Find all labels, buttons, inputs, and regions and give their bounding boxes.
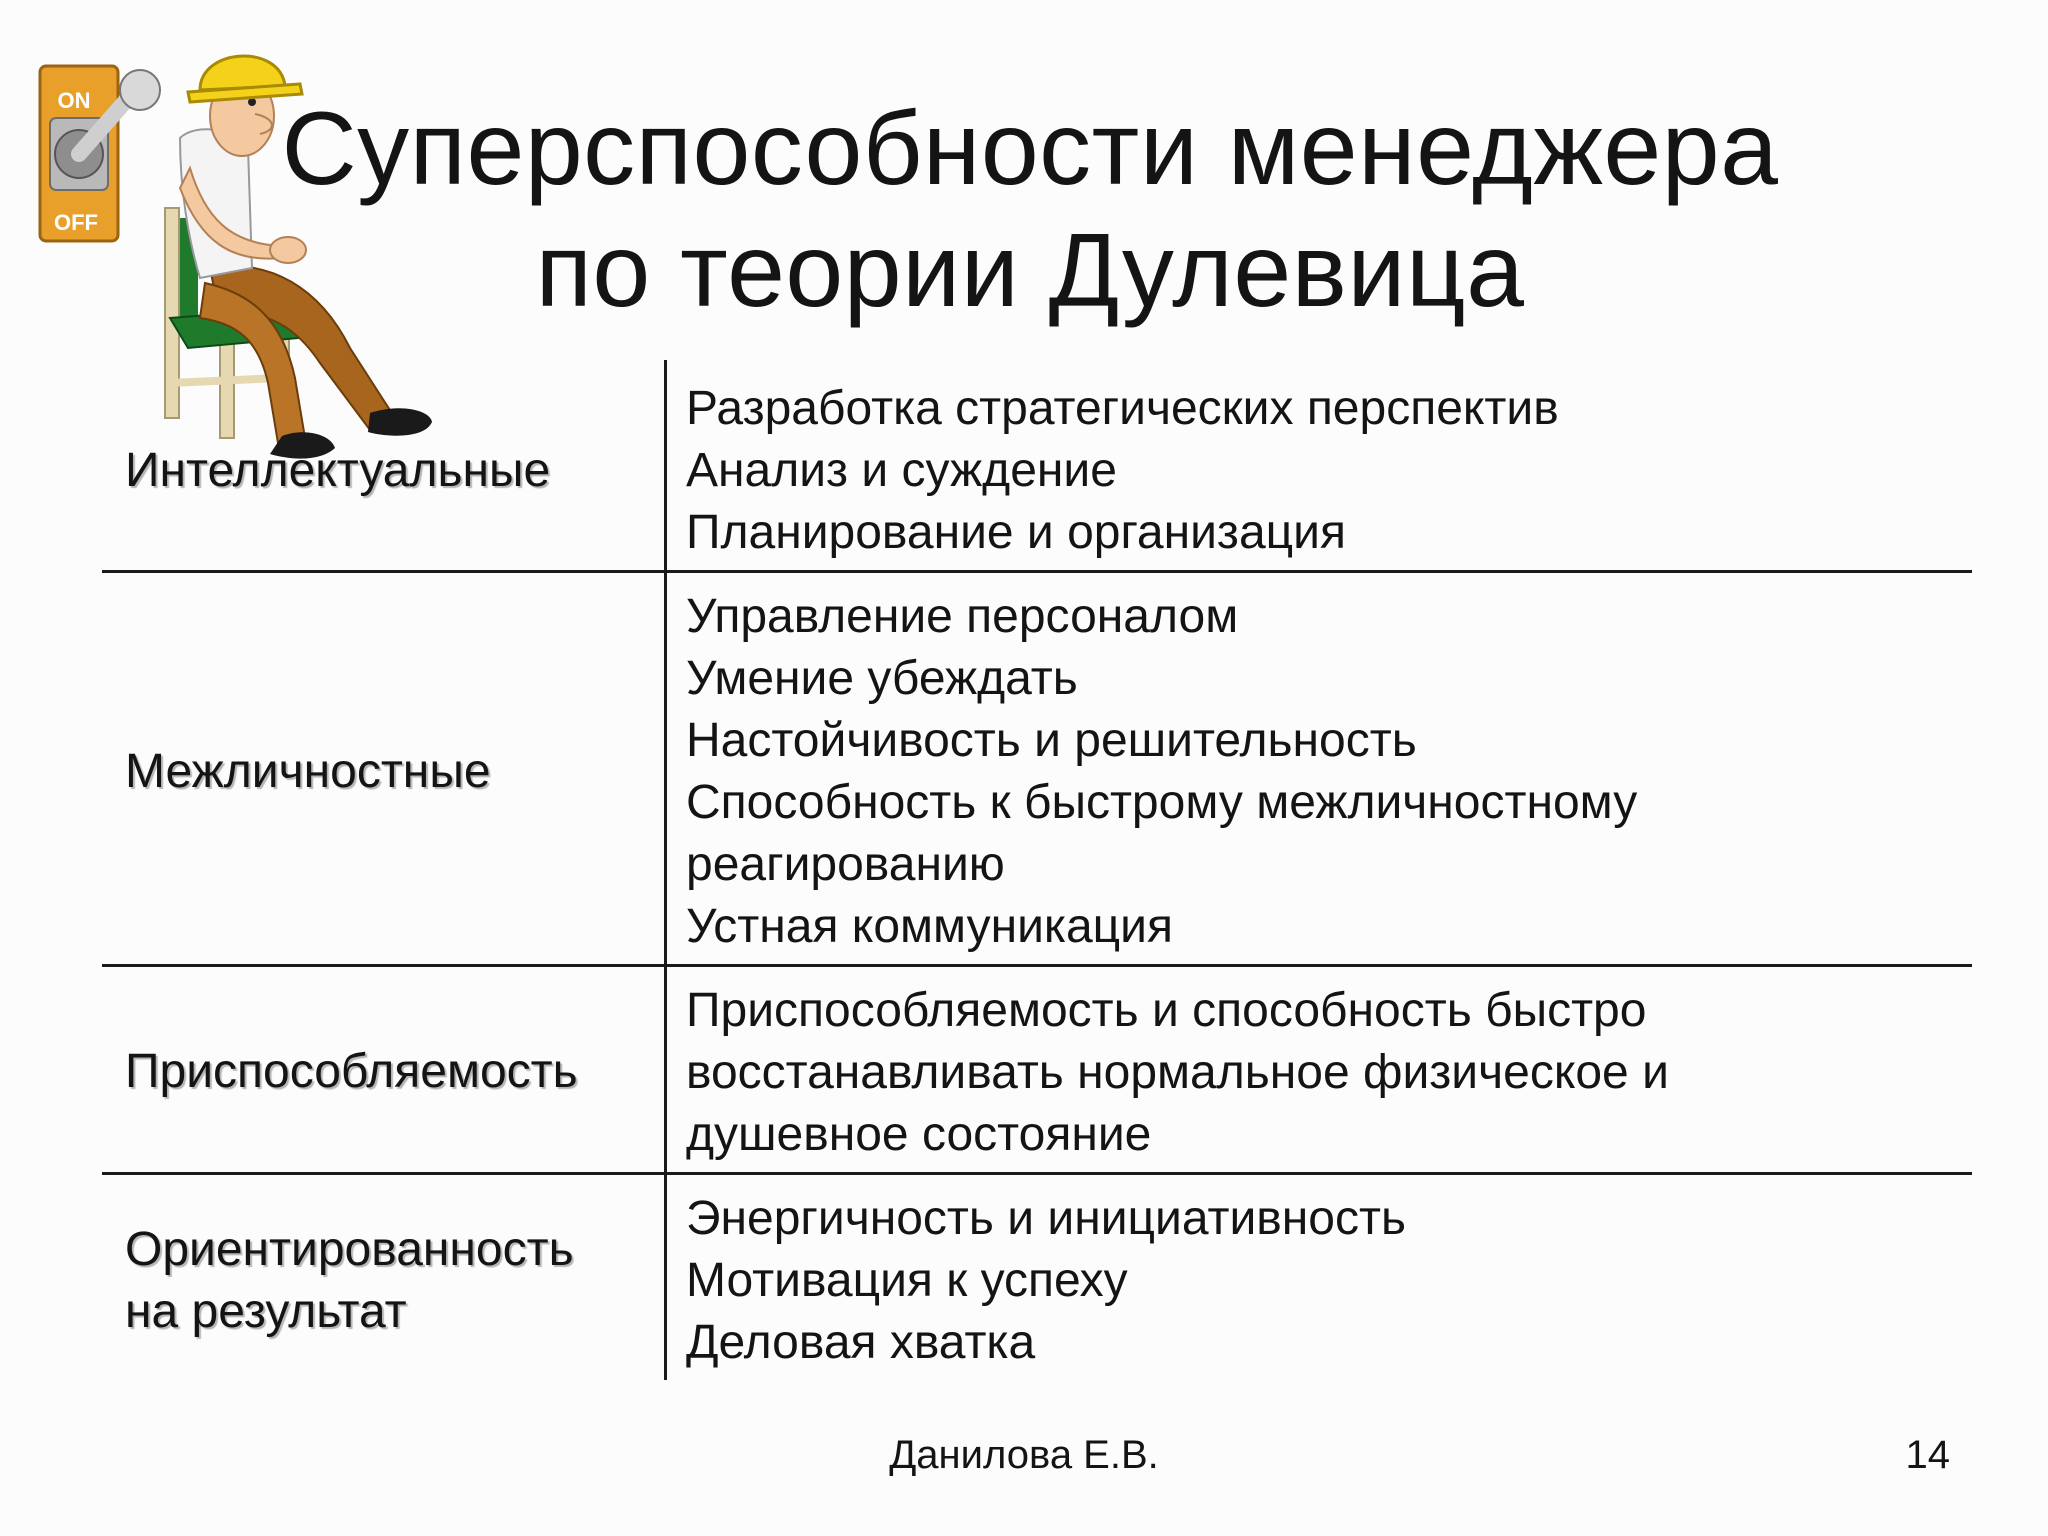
list-item: Настойчивость и решительность: [686, 714, 1417, 767]
row-items-intellectual: [686, 378, 1956, 564]
list-item: Мотивация к успеху: [686, 1254, 1128, 1307]
footer-author: Данилова Е.В.: [889, 1433, 1159, 1477]
table-row-divider: [102, 570, 1972, 573]
list-item: Планирование и организация: [686, 506, 1346, 559]
row-items-interpersonal: [686, 586, 1956, 958]
row-label-line: Приспособляемость: [125, 1045, 578, 1098]
switch-off-label: OFF: [54, 210, 98, 235]
row-label-results: [125, 1219, 574, 1343]
list-item: Управление персоналом: [686, 590, 1239, 643]
title-line-2: по теории Дулевица: [535, 213, 1525, 329]
list-item: Умение убеждать: [686, 652, 1078, 705]
table-row-divider: [102, 1172, 1972, 1175]
row-label-adaptability: [125, 1041, 578, 1103]
row-label-line: Интеллектуальные: [125, 444, 551, 497]
title-line-1: Суперспособности менеджера: [281, 91, 1779, 207]
row-label-line: на результат: [125, 1285, 407, 1338]
toggle-switch-icon: [40, 66, 160, 241]
switch-on-label: ON: [57, 88, 91, 113]
list-item: Разработка стратегических перспектив: [686, 382, 1559, 435]
list-item: Анализ и суждение: [686, 444, 1117, 497]
row-items-results: [686, 1188, 1956, 1374]
page-number: 14: [1905, 1433, 1950, 1477]
row-items-adaptability: [686, 980, 1956, 1166]
list-item: Устная коммуникация: [686, 900, 1173, 953]
list-item: восстанавливать нормальное физическое и: [686, 1046, 1669, 1099]
row-label-intellectual: [125, 440, 550, 502]
table-column-divider: [664, 360, 667, 1380]
slide-title: [240, 88, 1820, 332]
list-item: Способность к быстрому межличностному: [686, 776, 1638, 829]
list-item: Приспособляемость и способность быстро: [686, 984, 1647, 1037]
list-item: душевное состояние: [686, 1108, 1152, 1161]
list-item: Энергичность и инициативность: [686, 1192, 1406, 1245]
row-label-line: Межличностные: [125, 745, 491, 798]
row-label-line: Ориентированность: [125, 1223, 574, 1276]
row-label-interpersonal: [125, 741, 491, 803]
table-row-divider: [102, 964, 1972, 967]
list-item: Деловая хватка: [686, 1316, 1036, 1369]
list-item: реагированию: [686, 838, 1005, 891]
